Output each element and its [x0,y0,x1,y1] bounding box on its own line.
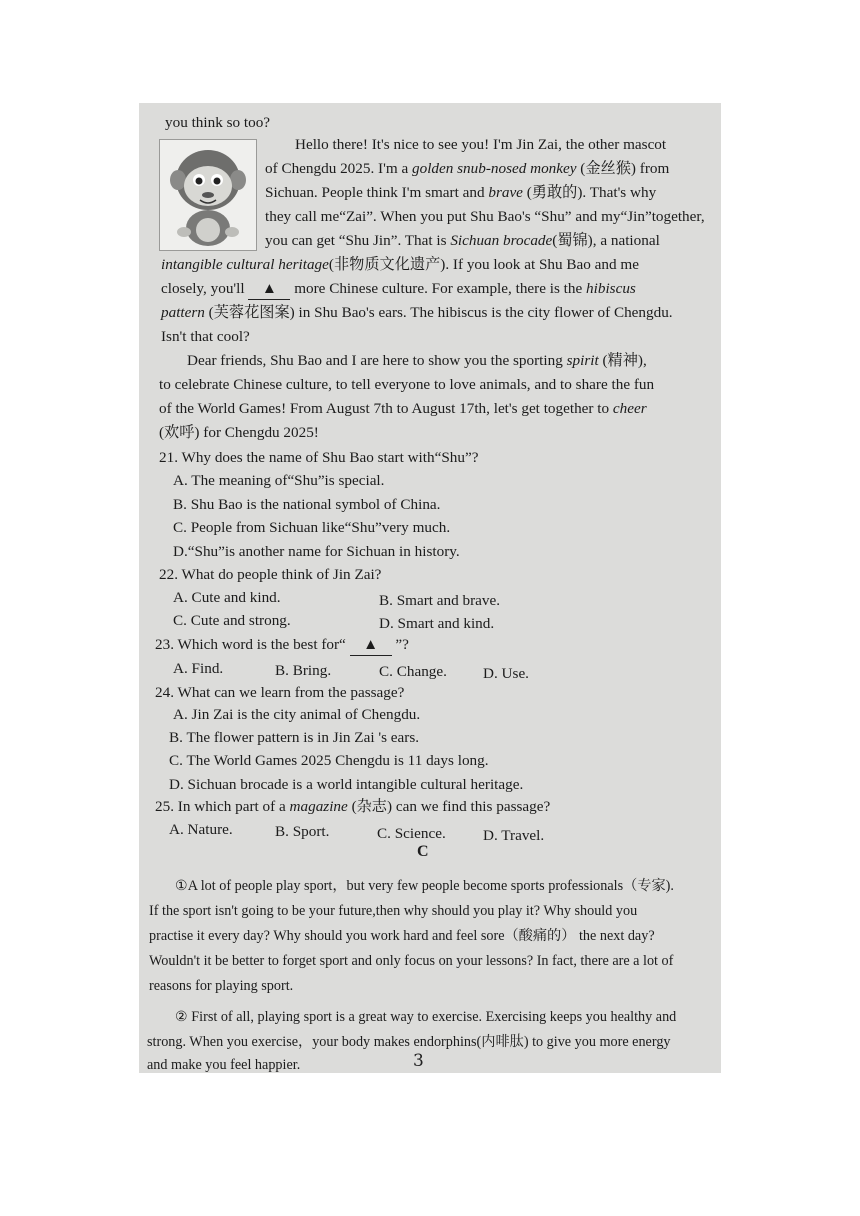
answer-option: A. Jin Zai is the city animal of Chengdu. [173,706,421,723]
answer-option: C. Science. [377,825,446,842]
page-number: 3 [413,1051,424,1071]
passage-line: pattern (芙蓉花图案) in Shu Bao's ears. The hibiscus is the city flower of Chengdu. [161,304,673,321]
answer-option: C. The World Games 2025 Chengdu is 11 days long. [169,752,489,769]
answer-option: B. The flower pattern is in Jin Zai 's ears. [169,729,420,746]
passage-c-line: ② First of all, playing sport is a great way to exercise. Exercising keeps you healthy and [175,1009,677,1025]
question-stem: 25. In which part of a magazine (杂志) can we find this passage? [155,798,551,815]
answer-option: D. Use. [483,665,529,682]
passage-line: you think so too? [165,114,271,131]
passage-line: of the World Games! From August 7th to August 17th, let's get together to cheer [159,400,647,417]
passage-c-line: practise it every day? Why should you work hard and feel sore（酸痛的） the next day? [149,928,655,944]
passage-line: Isn't that cool? [161,328,250,345]
passage-c-line: Wouldn't it be better to forget sport and only focus on your lessons? In fact, there are a lot of [149,953,674,969]
scanned-page [139,103,721,1073]
passage-line: you can get “Shu Jin”. That is Sichuan brocade(蜀锦), a national [265,232,660,249]
passage-line: (欢呼) for Chengdu 2025! [159,424,319,441]
passage-c-line: strong. When you exercise，your body makes endorphins(内啡肽) to give you more energy [147,1034,671,1050]
passage-c-line: reasons for playing sport. [149,978,294,994]
answer-option: C. Change. [379,663,447,680]
passage-line: of Chengdu 2025. I'm a golden snub-nosed monkey (金丝猴) from [265,160,670,177]
answer-option: D. Travel. [483,827,545,844]
passage-line: Dear friends, Shu Bao and I are here to show you the sporting spirit (精神), [187,352,647,369]
passage-line: Sichuan. People think I'm smart and brave (勇敢的). That's why [265,184,657,201]
question-stem: 24. What can we learn from the passage? [155,684,405,701]
answer-option: C. Cute and strong. [173,612,291,629]
answer-blank: ▲ [248,279,290,300]
answer-option: A. Nature. [169,821,233,838]
passage-line: intangible cultural heritage(非物质文化遗产). If you look at Shu Bao and me [161,256,639,273]
answer-option: D. Smart and kind. [379,615,495,632]
answer-option: B. Smart and brave. [379,592,501,609]
question-stem: 21. Why does the name of Shu Bao start with“Shu”? [159,449,479,466]
passage-c-line: and make you feel happier. [147,1057,301,1073]
answer-option: A. Find. [173,660,224,677]
passage-c-line: ①A lot of people play sport，but very few people become sports professionals（专家). [175,878,674,894]
passage-line: Hello there! It's nice to see you! I'm Jin Zai, the other mascot [295,136,667,153]
question-stem: 22. What do people think of Jin Zai? [159,566,382,583]
answer-option: B. Shu Bao is the national symbol of China. [173,496,441,513]
answer-option: B. Bring. [275,662,332,679]
question-stem: 23. Which word is the best for“ ▲ ”? [155,635,409,656]
passage-line: they call me“Zai”. When you put Shu Bao's “Shu” and my“Jin”together, [265,208,705,225]
passage-line: to celebrate Chinese culture, to tell everyone to love animals, and to share the fun [159,376,655,393]
answer-option: C. People from Sichuan like“Shu”very much. [173,519,451,536]
answer-blank: ▲ [350,635,392,656]
monkey-mascot-icon [160,140,256,250]
answer-option: D.“Shu”is another name for Sichuan in history. [173,543,460,560]
answer-option: A. Cute and kind. [173,589,281,606]
answer-option: B. Sport. [275,823,330,840]
answer-option: D. Sichuan brocade is a world intangible cultural heritage. [169,776,524,793]
section-c-heading: C [417,843,429,860]
answer-option: A. The meaning of“Shu”is special. [173,472,385,489]
passage-c-line: If the sport isn't going to be your future,then why should you play it? Why should you [149,903,638,919]
jin-zai-mascot-image [159,139,257,251]
passage-line: closely, you'll ▲ more Chinese culture. For example, there is the hibiscus [161,279,636,300]
